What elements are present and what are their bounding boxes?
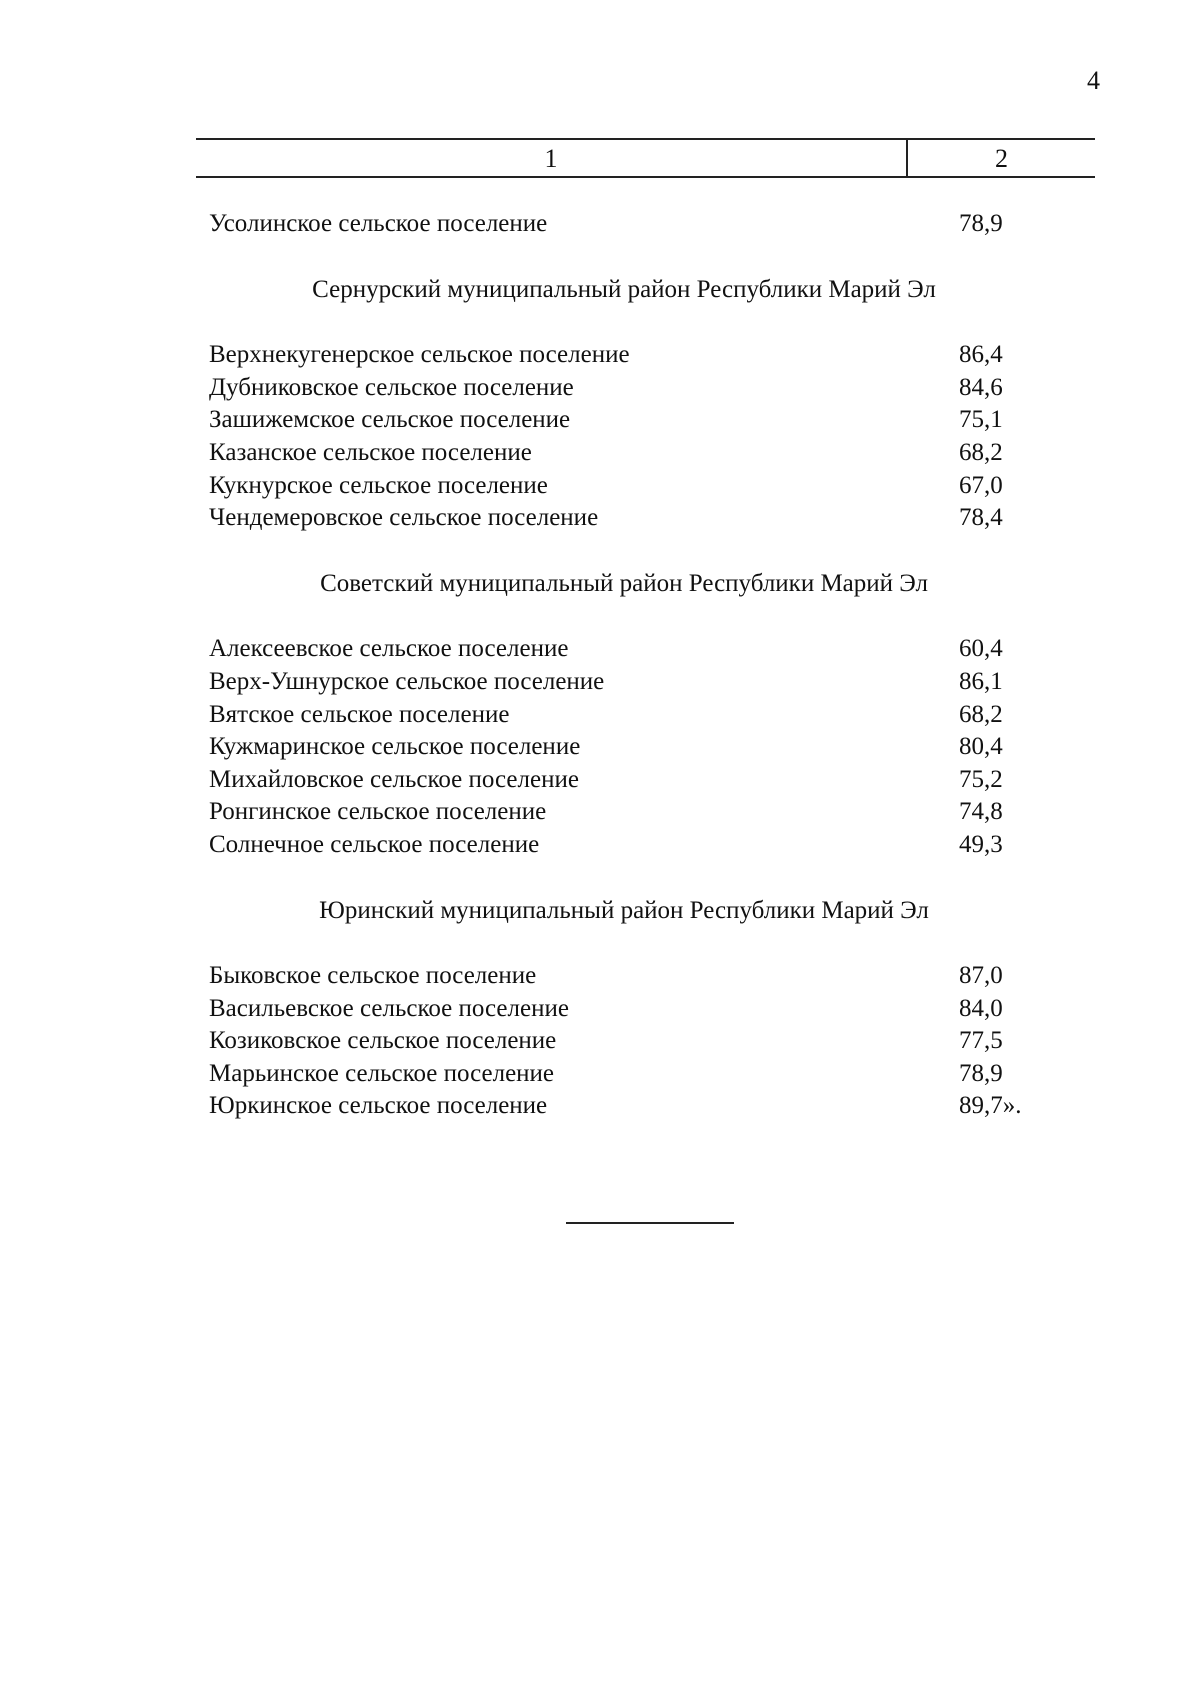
settlement-name: Чендемеровское сельское поселение (209, 504, 599, 532)
settlement-value: 68,2 (959, 438, 1003, 466)
settlement-value: 89,7». (959, 1092, 1022, 1120)
settlement-name: Быковское сельское поселение (209, 962, 537, 990)
settlement-name: Вятское сельское поселение (209, 700, 510, 728)
district-heading: Советский муниципальный район Республики Марий Эл (320, 569, 928, 597)
table-row (209, 699, 1039, 732)
settlement-value: 78,4 (959, 504, 1003, 532)
table-header (196, 138, 1095, 178)
table-body (209, 208, 1039, 1123)
table-row (209, 437, 1039, 470)
settlement-name: Верх-Ушнурское сельское поселение (209, 667, 605, 695)
settlement-value: 74,8 (959, 798, 1003, 826)
table-row (209, 829, 1039, 862)
settlement-name: Ронгинское сельское поселение (209, 798, 547, 826)
table-row (209, 339, 1039, 372)
settlement-name: Усолинское сельское поселение (209, 210, 548, 237)
district-heading: Юринский муниципальный район Республики Марий Эл (319, 896, 929, 924)
settlement-name: Солнечное сельское поселение (209, 830, 540, 858)
settlement-value: 86,1 (959, 667, 1003, 695)
settlement-name: Михайловское сельское поселение (209, 765, 579, 793)
table-row (209, 502, 1039, 535)
table-row (209, 731, 1039, 764)
table-row (209, 960, 1039, 993)
end-of-document-rule (566, 1222, 734, 1224)
table-row (209, 993, 1039, 1026)
settlement-name: Юркинское сельское поселение (209, 1092, 548, 1120)
settlement-value: 84,6 (959, 373, 1003, 401)
table-row (209, 404, 1039, 437)
settlement-value: 75,2 (959, 765, 1003, 793)
settlement-value: 84,0 (959, 994, 1003, 1022)
table-row (209, 372, 1039, 405)
table-row (209, 470, 1039, 503)
table-row (209, 633, 1039, 666)
settlement-name: Алексеевское сельское поселение (209, 635, 569, 663)
settlement-name: Кукнурское сельское поселение (209, 471, 548, 499)
table-row (209, 1025, 1039, 1058)
table-row (209, 1090, 1039, 1123)
settlement-value: 86,4 (959, 341, 1003, 369)
settlement-value: 75,1 (959, 406, 1003, 434)
settlement-value: 87,0 (959, 962, 1003, 990)
settlement-name: Зашижемское сельское поселение (209, 406, 571, 434)
settlement-name: Козиковское сельское поселение (209, 1027, 557, 1055)
table-row (209, 764, 1039, 797)
settlement-value: 78,9 (959, 1059, 1003, 1087)
settlement-value: 67,0 (959, 471, 1003, 499)
settlement-name: Верхнекугенерское сельское поселение (209, 341, 630, 369)
table-row (209, 666, 1039, 699)
settlement-name: Казанское сельское поселение (209, 438, 532, 466)
settlement-value: 49,3 (959, 830, 1003, 858)
settlement-name: Марьинское сельское поселение (209, 1059, 555, 1087)
table-row (209, 1058, 1039, 1091)
column-header-2: 2 (995, 144, 1008, 173)
settlement-value: 68,2 (959, 700, 1003, 728)
settlement-value: 78,9 (959, 210, 1003, 237)
settlement-name: Кужмаринское сельское поселение (209, 733, 581, 761)
column-header-1: 1 (196, 140, 908, 176)
settlement-value: 80,4 (959, 733, 1003, 761)
settlement-name: Васильевское сельское поселение (209, 994, 569, 1022)
table-row (209, 796, 1039, 829)
settlement-value: 77,5 (959, 1027, 1003, 1055)
district-heading: Сернурский муниципальный район Республики Марий Эл (312, 275, 936, 303)
settlement-name: Дубниковское сельское поселение (209, 373, 574, 401)
page-number: 4 (1087, 66, 1100, 95)
table-row (209, 208, 1039, 241)
settlement-value: 60,4 (959, 635, 1003, 663)
